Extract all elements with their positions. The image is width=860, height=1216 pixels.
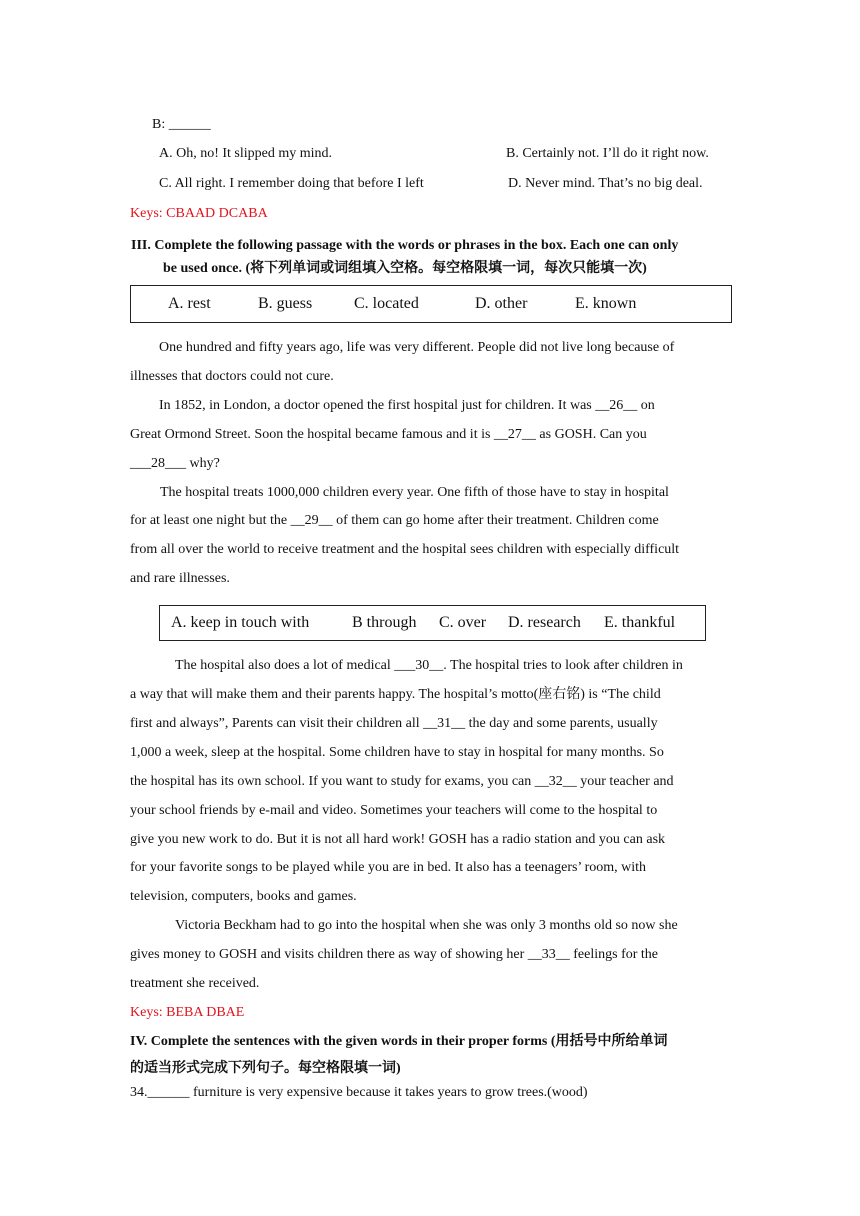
option-a: A. Oh, no! It slipped my mind.	[159, 146, 333, 161]
passage-line: ___28___ why?	[130, 456, 220, 471]
word-option: A. rest	[168, 295, 211, 312]
passage-line: One hundred and fifty years ago, life was very different. People did not live long because of	[159, 340, 675, 355]
word-option: C. located	[354, 295, 419, 312]
passage-line: from all over the world to receive treatment and the hospital sees children with especially difficult	[130, 542, 680, 557]
word-option: D. other	[475, 295, 528, 312]
question-34: 34.______ furniture is very expensive because it takes years to grow trees.(wood)	[130, 1085, 588, 1100]
word-box	[130, 285, 732, 323]
section-heading: IV. Complete the sentences with the given words in their proper forms (用括号中所给单词	[130, 1034, 668, 1049]
answer-keys: Keys: CBAAD DCABA	[130, 206, 268, 221]
passage-line: The hospital also does a lot of medical ___30__. The hospital tries to look after children in	[175, 658, 683, 673]
section-heading-cont: 的适当形式完成下列句子。每空格限填一词)	[130, 1061, 401, 1076]
passage-line: Great Ormond Street. Soon the hospital became famous and it is __27__ as GOSH. Can you	[130, 427, 647, 442]
word-option: E. thankful	[604, 614, 676, 631]
passage-line: The hospital treats 1000,000 children every year. One fifth of those have to stay in hospital	[160, 485, 669, 500]
passage-line: treatment she received.	[130, 976, 260, 991]
passage-line: a way that will make them and their parents happy. The hospital’s motto(座右铭) is “The child	[130, 687, 661, 702]
option-b: B. Certainly not. I’ll do it right now.	[506, 146, 709, 161]
passage-line: 1,000 a week, sleep at the hospital. Some children have to stay in hospital for many months. So	[130, 745, 664, 760]
passage-line: for at least one night but the __29__ of them can go home after their treatment. Children come	[130, 513, 659, 528]
word-option: A. keep in touch with	[171, 614, 310, 631]
passage-line: give you new work to do. But it is not all hard work! GOSH has a radio station and you can ask	[130, 832, 666, 847]
word-option: D. research	[508, 614, 581, 631]
passage-line: gives money to GOSH and visits children there as way of showing her __33__ feelings for the	[130, 947, 659, 962]
passage-line: for your favorite songs to be played while you are in bed. It also has a teenagers’ room, with	[130, 860, 647, 875]
option-c: C. All right. I remember doing that before I left	[159, 176, 424, 191]
passage-line: the hospital has its own school. If you want to study for exams, you can __32__ your teacher and	[130, 774, 674, 789]
passage-line: illnesses that doctors could not cure.	[130, 369, 334, 384]
word-option: C. over	[439, 614, 487, 631]
word-option: B. guess	[258, 295, 313, 312]
passage-line: Victoria Beckham had to go into the hospital when she was only 3 months old so now she	[175, 918, 678, 933]
passage-line: television, computers, books and games.	[130, 889, 357, 904]
passage-line: your school friends by e-mail and video. Sometimes your teachers will come to the hospital to	[130, 803, 658, 818]
passage-line: first and always”, Parents can visit their children all __31__ the day and some parents, usually	[130, 716, 658, 731]
option-d: D. Never mind. That’s no big deal.	[508, 176, 703, 191]
word-box	[159, 605, 706, 641]
word-option: B through	[352, 614, 417, 631]
section-heading: III. Complete the following passage with the words or phrases in the box. Each one can only	[131, 238, 679, 253]
word-option: E. known	[575, 295, 637, 312]
answer-keys: Keys: BEBA DBAE	[130, 1005, 245, 1020]
passage-line: and rare illnesses.	[130, 571, 230, 586]
section-heading-cont: be used once. (将下列单词或词组填入空格。每空格限填一词，每次只能填一次)	[163, 261, 647, 276]
dialogue-b-line: B: ______	[152, 117, 211, 132]
passage-line: In 1852, in London, a doctor opened the first hospital just for children. It was __26__ on	[159, 398, 655, 413]
